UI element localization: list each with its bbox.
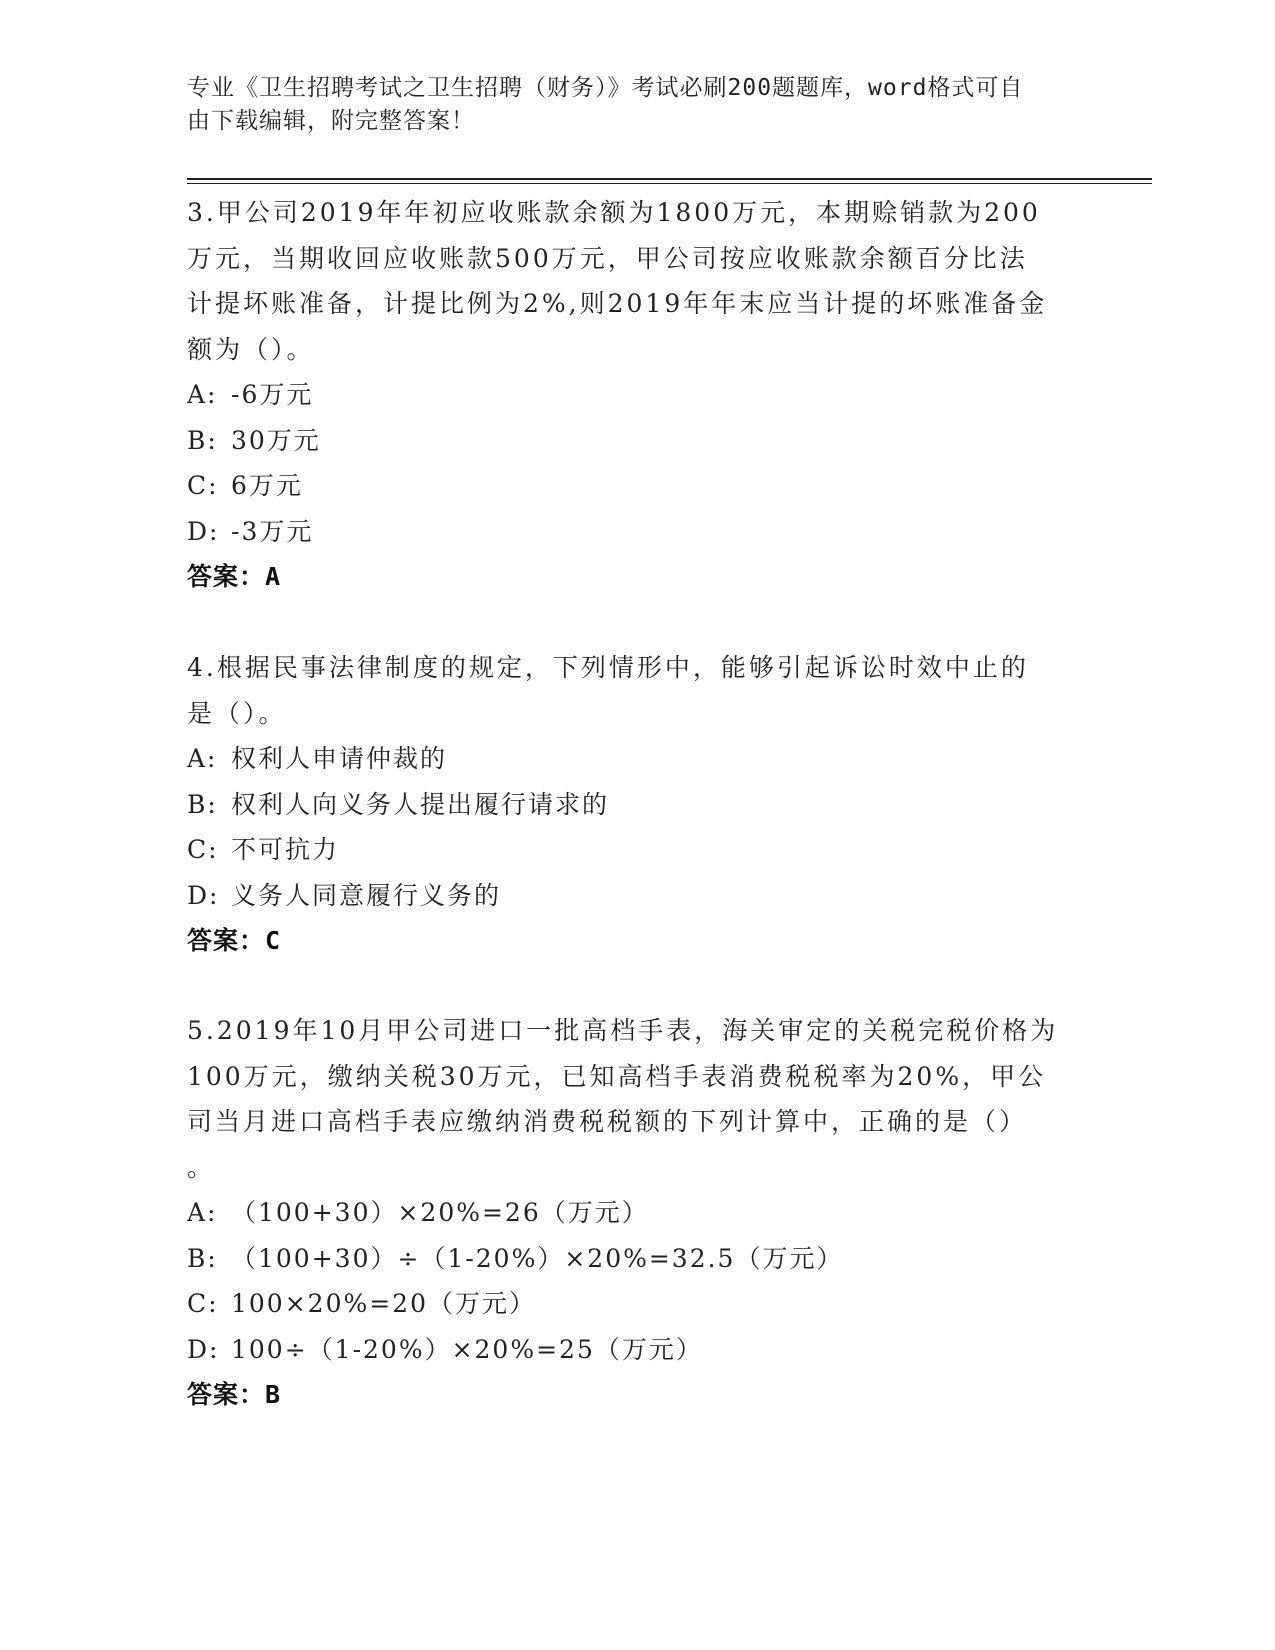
option-text: 不可抗力 — [231, 835, 340, 864]
answer-line: 答案：B — [187, 1380, 282, 1409]
answer-line: 答案：A — [187, 562, 282, 591]
question-stem-line: 是（）。 — [187, 698, 287, 728]
question-stem-line: 计提坏账准备，计提比例为2%,则2019年年末应当计提的坏账准备金 — [187, 289, 1048, 318]
option-key: B: — [187, 1243, 218, 1273]
option-c — [187, 1281, 1087, 1327]
question-stem-line: 司当月进口高档手表应缴纳消费税税额的下列计算中，正确的是（） — [187, 1107, 1028, 1136]
question-stem-line: 额为（）。 — [187, 334, 315, 364]
option-c — [187, 827, 1087, 873]
option-text: 义务人同意履行义务的 — [231, 880, 502, 910]
option-c — [187, 463, 1087, 509]
question-stem — [187, 1008, 1087, 1190]
option-b — [187, 418, 1087, 464]
header-title-line-1: 专业《卫生招聘考试之卫生招聘（财务）》考试必刷200题题库，word格式可自 — [187, 75, 1024, 101]
question-stem-line: 3.甲公司2019年年初应收账款余额为1800万元，本期赊销款为200 — [187, 198, 1041, 227]
option-key: D: — [187, 1334, 220, 1364]
option-text: （100+30）÷（1-20%）×20%=32.5（万元） — [231, 1243, 844, 1273]
header-divider-thick — [187, 178, 1152, 180]
question-stem — [187, 190, 1087, 372]
question-stem-line: 5.2019年10月甲公司进口一批高档手表，海关审定的关税完税价格为 — [187, 1016, 1059, 1045]
question-stem — [187, 645, 1087, 736]
option-text: 6万元 — [231, 471, 303, 500]
option-text: （100+30）×20%=26（万元） — [231, 1198, 649, 1227]
option-b — [187, 782, 1087, 828]
question-stem-line: 100万元，缴纳关税30万元，已知高档手表消费税税率为20%，甲公 — [187, 1061, 1047, 1091]
option-a — [187, 1190, 1087, 1236]
option-d — [187, 873, 1087, 919]
question-stem-line: 万元，当期收回应收账款500万元，甲公司按应收账款余额百分比法 — [187, 243, 1028, 273]
option-key: B: — [187, 789, 218, 819]
option-a — [187, 372, 1087, 418]
option-text: 30万元 — [231, 425, 321, 455]
option-key: C: — [187, 1289, 219, 1318]
answer-line: 答案：C — [187, 926, 282, 955]
option-text: -6万元 — [231, 380, 314, 409]
option-text: -3万元 — [231, 516, 314, 546]
question-stem-line: 。 — [187, 1152, 216, 1182]
option-b — [187, 1236, 1087, 1282]
option-key: A: — [187, 1198, 218, 1227]
question-3 — [187, 190, 1087, 600]
option-key: A: — [187, 380, 218, 409]
option-key: B: — [187, 425, 218, 455]
header-title-line-2: 由下载编辑，附完整答案！ — [187, 108, 475, 134]
option-key: D: — [187, 880, 220, 910]
option-text: 权利人向义务人提出履行请求的 — [231, 789, 610, 819]
option-key: C: — [187, 471, 219, 500]
option-key: D: — [187, 516, 220, 546]
option-text: 100÷（1-20%）×20%=25（万元） — [231, 1334, 703, 1364]
header-divider-thin — [187, 183, 1152, 184]
question-stem-line: 4.根据民事法律制度的规定，下列情形中，能够引起诉讼时效中止的 — [187, 653, 1029, 682]
option-text: 100×20%=20（万元） — [231, 1289, 536, 1318]
option-a — [187, 736, 1087, 782]
option-text: 权利人申请仲裁的 — [231, 744, 448, 773]
option-key: A: — [187, 744, 218, 773]
option-d — [187, 509, 1087, 555]
question-4 — [187, 645, 1087, 964]
question-5 — [187, 1008, 1087, 1418]
option-key: C: — [187, 835, 219, 864]
document-header — [187, 72, 1067, 138]
option-d — [187, 1327, 1087, 1373]
